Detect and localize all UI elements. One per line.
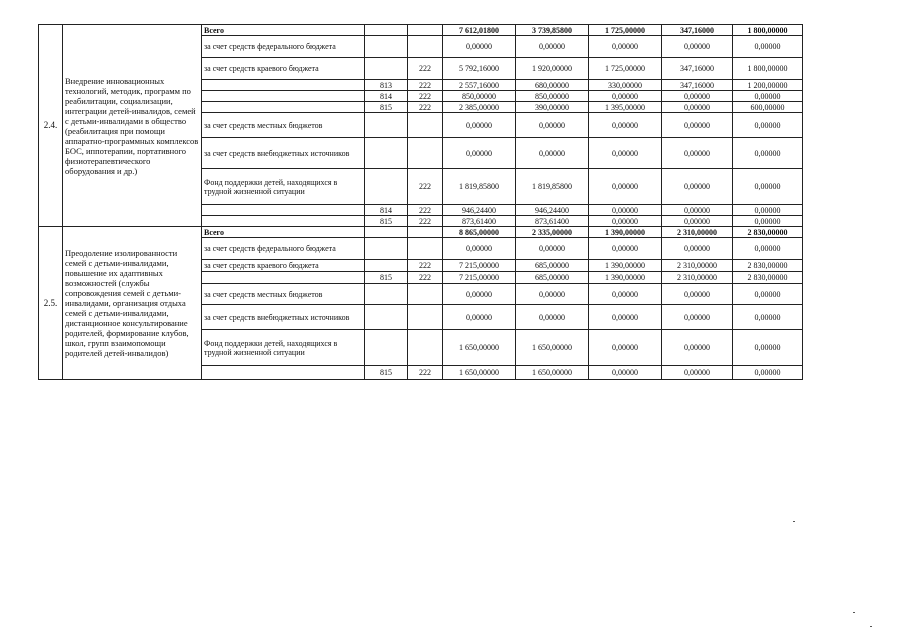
amount-cell: 0,00000 <box>589 138 662 169</box>
amount-cell: 0,00000 <box>443 238 516 260</box>
amount-cell: 347,16000 <box>662 58 733 80</box>
amount-cell: 0,00000 <box>733 330 803 366</box>
amount-cell: 0,00000 <box>733 113 803 138</box>
amount-cell: 0,00000 <box>733 238 803 260</box>
amount-cell: 0,00000 <box>443 138 516 169</box>
amount-cell: 2 830,00000 <box>733 260 803 272</box>
amount-cell: 0,00000 <box>589 305 662 330</box>
amount-cell: 390,00000 <box>516 102 589 113</box>
table-row <box>39 25 803 36</box>
amount-cell: 2 385,00000 <box>443 102 516 113</box>
amount-cell: 1 920,00000 <box>516 58 589 80</box>
amount-cell: 1 800,00000 <box>733 58 803 80</box>
amount-cell: 946,24400 <box>516 205 589 216</box>
amount-cell: 1 200,00000 <box>733 80 803 91</box>
amount-cell: 3 739,85800 <box>516 25 589 36</box>
amount-cell: 347,16000 <box>662 25 733 36</box>
budget-table-body <box>39 25 803 380</box>
grbs-code-cell <box>365 305 408 330</box>
section-title: Преодоление изолированности семей с детьми-инвалидами, повышение их адаптивных возможностей (службы сопровождения семей с детьми-инвалидами, организация отдыха семей с детьми-инвалидами, дистанционное консультирование родителей, формирование клубов, школ, групп взаимопомощи родителей детей-инвалидов) <box>63 227 202 380</box>
grbs-code-cell <box>365 36 408 58</box>
funding-source-cell: Всего <box>202 25 365 36</box>
amount-cell: 600,00000 <box>733 102 803 113</box>
funding-source-cell: за счет средств местных бюджетов <box>202 284 365 305</box>
amount-cell: 1 819,85800 <box>516 169 589 205</box>
funding-source-cell: за счет средств краевого бюджета <box>202 260 365 272</box>
amount-cell: 0,00000 <box>733 305 803 330</box>
grbs-code-cell <box>365 138 408 169</box>
amount-cell: 0,00000 <box>516 138 589 169</box>
amount-cell: 2 830,00000 <box>733 227 803 238</box>
amount-cell: 0,00000 <box>662 330 733 366</box>
amount-cell: 0,00000 <box>589 169 662 205</box>
amount-cell: 1 390,00000 <box>589 227 662 238</box>
amount-cell: 0,00000 <box>733 138 803 169</box>
amount-cell: 1 800,00000 <box>733 25 803 36</box>
kbk-code-cell: 222 <box>408 58 443 80</box>
funding-source-cell: Всего <box>202 227 365 238</box>
amount-cell: 0,00000 <box>516 113 589 138</box>
amount-cell: 0,00000 <box>662 205 733 216</box>
amount-cell: 685,00000 <box>516 272 589 284</box>
amount-cell: 0,00000 <box>589 330 662 366</box>
funding-source-cell <box>202 102 365 113</box>
amount-cell: 330,00000 <box>589 80 662 91</box>
grbs-code-cell <box>365 284 408 305</box>
amount-cell: 2 310,00000 <box>662 260 733 272</box>
amount-cell: 0,00000 <box>589 216 662 227</box>
kbk-code-cell: 222 <box>408 91 443 102</box>
amount-cell: 1 725,00000 <box>589 58 662 80</box>
funding-source-cell: за счет средств внебюджетных источников <box>202 305 365 330</box>
kbk-code-cell <box>408 330 443 366</box>
scan-speck <box>870 626 872 627</box>
kbk-code-cell <box>408 284 443 305</box>
amount-cell: 0,00000 <box>443 284 516 305</box>
grbs-code-cell: 814 <box>365 91 408 102</box>
grbs-code-cell: 813 <box>365 80 408 91</box>
amount-cell: 0,00000 <box>662 169 733 205</box>
kbk-code-cell: 222 <box>408 216 443 227</box>
amount-cell: 0,00000 <box>589 113 662 138</box>
funding-source-cell <box>202 80 365 91</box>
amount-cell: 2 335,00000 <box>516 227 589 238</box>
amount-cell: 946,24400 <box>443 205 516 216</box>
funding-source-cell: Фонд поддержки детей, находящихся в трудной жизненной ситуации <box>202 169 365 205</box>
section-title: Внедрение инновационных технологий, методик, программ по реабилитации, социализации, интеграции детей-инвалидов, семей с детьми-инвалидами в общество (реабилитация при помощи аппаратно-программных комплексов БОС, иппотерапии, портативного физиотерапевтического оборудования и др.) <box>63 25 202 227</box>
kbk-code-cell <box>408 305 443 330</box>
grbs-code-cell: 815 <box>365 272 408 284</box>
table-row <box>39 227 803 238</box>
grbs-code-cell <box>365 58 408 80</box>
amount-cell: 0,00000 <box>662 238 733 260</box>
amount-cell: 873,61400 <box>516 216 589 227</box>
funding-source-cell <box>202 216 365 227</box>
amount-cell: 1 650,00000 <box>443 366 516 380</box>
amount-cell: 685,00000 <box>516 260 589 272</box>
amount-cell: 0,00000 <box>589 238 662 260</box>
amount-cell: 850,00000 <box>516 91 589 102</box>
grbs-code-cell: 815 <box>365 216 408 227</box>
funding-source-cell: за счет средств краевого бюджета <box>202 58 365 80</box>
kbk-code-cell <box>408 25 443 36</box>
amount-cell: 0,00000 <box>589 366 662 380</box>
amount-cell: 0,00000 <box>589 91 662 102</box>
amount-cell: 0,00000 <box>516 238 589 260</box>
amount-cell: 0,00000 <box>516 36 589 58</box>
kbk-code-cell: 222 <box>408 205 443 216</box>
amount-cell: 0,00000 <box>662 284 733 305</box>
amount-cell: 0,00000 <box>733 216 803 227</box>
grbs-code-cell <box>365 330 408 366</box>
amount-cell: 2 310,00000 <box>662 227 733 238</box>
grbs-code-cell <box>365 227 408 238</box>
grbs-code-cell <box>365 113 408 138</box>
amount-cell: 1 390,00000 <box>589 260 662 272</box>
amount-cell: 1 650,00000 <box>516 330 589 366</box>
amount-cell: 7 215,00000 <box>443 272 516 284</box>
funding-source-cell: Фонд поддержки детей, находящихся в трудной жизненной ситуации <box>202 330 365 366</box>
amount-cell: 2 830,00000 <box>733 272 803 284</box>
amount-cell: 1 725,00000 <box>589 25 662 36</box>
amount-cell: 0,00000 <box>662 113 733 138</box>
section-number: 2.5. <box>39 227 63 380</box>
amount-cell: 0,00000 <box>662 138 733 169</box>
grbs-code-cell <box>365 238 408 260</box>
kbk-code-cell <box>408 238 443 260</box>
amount-cell: 8 865,00000 <box>443 227 516 238</box>
amount-cell: 1 390,00000 <box>589 272 662 284</box>
amount-cell: 0,00000 <box>443 113 516 138</box>
funding-source-cell: за счет средств внебюджетных источников <box>202 138 365 169</box>
amount-cell: 1 650,00000 <box>516 366 589 380</box>
grbs-code-cell: 815 <box>365 366 408 380</box>
funding-source-cell <box>202 366 365 380</box>
amount-cell: 0,00000 <box>662 102 733 113</box>
amount-cell: 0,00000 <box>516 305 589 330</box>
amount-cell: 0,00000 <box>662 36 733 58</box>
amount-cell: 0,00000 <box>589 36 662 58</box>
amount-cell: 7 215,00000 <box>443 260 516 272</box>
amount-cell: 873,61400 <box>443 216 516 227</box>
kbk-code-cell: 222 <box>408 80 443 91</box>
kbk-code-cell: 222 <box>408 169 443 205</box>
kbk-code-cell <box>408 227 443 238</box>
amount-cell: 0,00000 <box>733 205 803 216</box>
amount-cell: 0,00000 <box>733 284 803 305</box>
funding-source-cell <box>202 272 365 284</box>
kbk-code-cell <box>408 36 443 58</box>
kbk-code-cell: 222 <box>408 366 443 380</box>
funding-source-cell <box>202 91 365 102</box>
amount-cell: 0,00000 <box>589 284 662 305</box>
amount-cell: 1 395,00000 <box>589 102 662 113</box>
budget-table <box>38 24 803 380</box>
amount-cell: 2 310,00000 <box>662 272 733 284</box>
amount-cell: 680,00000 <box>516 80 589 91</box>
amount-cell: 0,00000 <box>589 205 662 216</box>
amount-cell: 0,00000 <box>662 366 733 380</box>
kbk-code-cell: 222 <box>408 260 443 272</box>
funding-source-cell: за счет средств местных бюджетов <box>202 113 365 138</box>
kbk-code-cell: 222 <box>408 102 443 113</box>
amount-cell: 0,00000 <box>733 36 803 58</box>
amount-cell: 1 819,85800 <box>443 169 516 205</box>
amount-cell: 0,00000 <box>516 284 589 305</box>
kbk-code-cell: 222 <box>408 272 443 284</box>
amount-cell: 347,16000 <box>662 80 733 91</box>
grbs-code-cell: 814 <box>365 205 408 216</box>
amount-cell: 0,00000 <box>662 216 733 227</box>
amount-cell: 0,00000 <box>733 366 803 380</box>
grbs-code-cell <box>365 260 408 272</box>
amount-cell: 2 557,16000 <box>443 80 516 91</box>
amount-cell: 5 792,16000 <box>443 58 516 80</box>
amount-cell: 7 612,01800 <box>443 25 516 36</box>
funding-source-cell: за счет средств федерального бюджета <box>202 36 365 58</box>
scan-speck <box>853 612 855 613</box>
section-number: 2.4. <box>39 25 63 227</box>
amount-cell: 0,00000 <box>733 169 803 205</box>
amount-cell: 0,00000 <box>443 36 516 58</box>
grbs-code-cell: 815 <box>365 102 408 113</box>
amount-cell: 1 650,00000 <box>443 330 516 366</box>
amount-cell: 0,00000 <box>443 305 516 330</box>
amount-cell: 850,00000 <box>443 91 516 102</box>
grbs-code-cell <box>365 169 408 205</box>
amount-cell: 0,00000 <box>733 91 803 102</box>
grbs-code-cell <box>365 25 408 36</box>
kbk-code-cell <box>408 138 443 169</box>
amount-cell: 0,00000 <box>662 91 733 102</box>
funding-source-cell: за счет средств федерального бюджета <box>202 238 365 260</box>
amount-cell: 0,00000 <box>662 305 733 330</box>
scan-speck <box>793 521 795 522</box>
kbk-code-cell <box>408 113 443 138</box>
funding-source-cell <box>202 205 365 216</box>
